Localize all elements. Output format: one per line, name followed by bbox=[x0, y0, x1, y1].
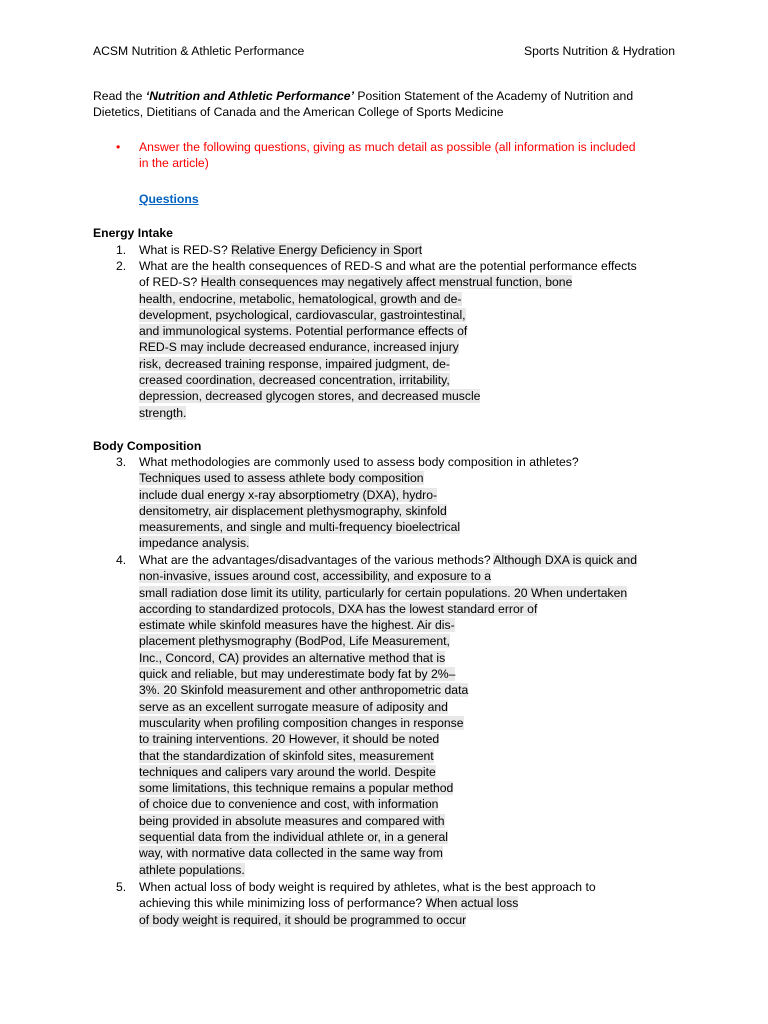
question-text: When actual loss of body weight is required by athletes, what is the best approach to bbox=[139, 880, 596, 894]
answer-line: muscularity when profiling composition changes in response bbox=[139, 715, 464, 730]
answer-line: strength. bbox=[139, 405, 187, 420]
answer-line: placement plethysmography (BodPod, Life Measurement, bbox=[139, 634, 450, 649]
answer-text: Relative Energy Deficiency in Sport bbox=[231, 243, 423, 257]
question-text: What is RED-S? bbox=[139, 243, 232, 257]
answer-line: athlete populations. bbox=[139, 862, 245, 877]
intro-line-1 bbox=[93, 88, 678, 104]
answer-line: non-invasive, issues around cost, accessibility, and exposure to a bbox=[139, 569, 492, 584]
answer-line: measurements, and single and multi-frequency bioelectrical bbox=[139, 520, 461, 535]
question-text: What methodologies are commonly used to assess body composition in athletes? bbox=[139, 455, 579, 469]
question-number: 3. bbox=[116, 455, 127, 469]
question-body bbox=[139, 879, 679, 928]
question-body bbox=[139, 454, 679, 552]
answer-line: creased coordination, decreased concentration, irritability, bbox=[139, 373, 450, 388]
answer-line: include dual energy x-ray absorptiometry (DXA), hydro- bbox=[139, 487, 438, 502]
answer-line: Techniques used to assess athlete body composition bbox=[139, 471, 424, 486]
intro-suffix: Position Statement of the Academy of Nutrition and bbox=[353, 89, 634, 103]
question-body bbox=[139, 552, 679, 878]
answer-line: of choice due to convenience and cost, with information bbox=[139, 797, 439, 812]
intro-prefix: Read the bbox=[93, 89, 146, 103]
answer-line: 3%. 20 Skinfold measurement and other anthropometric data bbox=[139, 683, 469, 698]
question-number: 1. bbox=[116, 243, 127, 257]
question-number: 5. bbox=[116, 880, 127, 894]
article-title: ‘Nutrition and Athletic Performance’ bbox=[145, 89, 354, 103]
bullet-marker: • bbox=[116, 140, 121, 154]
answer-line: health, endocrine, metabolic, hematological, growth and de- bbox=[139, 291, 462, 306]
answer-line: small radiation dose limit its utility, particularly for certain populations. 20 When undertaken bbox=[139, 585, 628, 600]
question-number: 4. bbox=[116, 553, 127, 567]
section-heading-body-composition: Body Composition bbox=[93, 439, 202, 453]
answer-line: being provided in absolute measures and compared with bbox=[139, 813, 445, 828]
answer-line: risk, decreased training response, impaired judgment, de- bbox=[139, 356, 450, 371]
answer-line: of body weight is required, it should be programmed to occur bbox=[139, 912, 467, 927]
header-topic-title: Sports Nutrition & Hydration bbox=[523, 44, 675, 58]
answer-text: When actual loss bbox=[425, 896, 519, 911]
questions-link[interactable]: Questions bbox=[139, 192, 199, 206]
section-heading-energy-intake: Energy Intake bbox=[93, 226, 173, 240]
answer-line: to training interventions. 20 However, it should be noted bbox=[139, 732, 440, 747]
answer-line: sequential data from the individual athlete or, in a general bbox=[139, 830, 448, 845]
question-text: achieving this while minimizing loss of performance? bbox=[139, 896, 426, 911]
question-text: What are the advantages/disadvantages of the various methods? bbox=[139, 553, 494, 567]
intro-paragraph bbox=[93, 88, 678, 121]
answer-line: way, with normative data collected in the same way from bbox=[139, 846, 443, 861]
answer-text: Although DXA is quick and bbox=[493, 553, 637, 567]
answer-line: quick and reliable, but may underestimate body fat by 2%– bbox=[139, 667, 456, 682]
question-text: of RED-S? bbox=[139, 275, 201, 290]
instruction-line: Answer the following questions, giving as much detail as possible (all information is included bbox=[139, 140, 636, 154]
question-text: What are the health consequences of RED-S and what are the potential performance effects bbox=[139, 259, 637, 273]
answer-line: that the standardization of skinfold sites, measurement bbox=[139, 748, 434, 763]
answer-line: impedance analysis. bbox=[139, 536, 250, 551]
header-course-title: ACSM Nutrition & Athletic Performance bbox=[93, 44, 305, 58]
answer-text: Health consequences may negatively affect menstrual function, bone bbox=[200, 275, 573, 290]
answer-line: according to standardized protocols, DXA has the lowest standard error of bbox=[139, 601, 538, 616]
instruction-line: in the article) bbox=[139, 156, 209, 171]
answer-line: estimate while skinfold measures have the highest. Air dis- bbox=[139, 618, 455, 633]
answer-line: development, psychological, cardiovascular, gastrointestinal, bbox=[139, 307, 466, 322]
question-body bbox=[139, 242, 679, 258]
answer-line: depression, decreased glycogen stores, and decreased muscle bbox=[139, 389, 481, 404]
answer-line: and immunological systems. Potential performance effects of bbox=[139, 324, 468, 339]
answer-line: Inc., Concord, CA) provides an alternative method that is bbox=[139, 650, 446, 665]
answer-line: RED-S may include decreased endurance, increased injury bbox=[139, 340, 459, 355]
intro-line-2: Dietetics, Dietitians of Canada and the American College of Sports Medicine bbox=[93, 105, 504, 120]
instruction-text bbox=[139, 139, 679, 172]
answer-line: densitometry, air displacement plethysmography, skinfold bbox=[139, 503, 447, 518]
answer-line: serve as an excellent surrogate measure of adiposity and bbox=[139, 699, 448, 714]
answer-line: some limitations, this technique remains a popular method bbox=[139, 781, 454, 796]
question-body bbox=[139, 258, 679, 421]
answer-line: techniques and calipers vary around the world. Despite bbox=[139, 764, 436, 779]
question-number: 2. bbox=[116, 259, 127, 273]
